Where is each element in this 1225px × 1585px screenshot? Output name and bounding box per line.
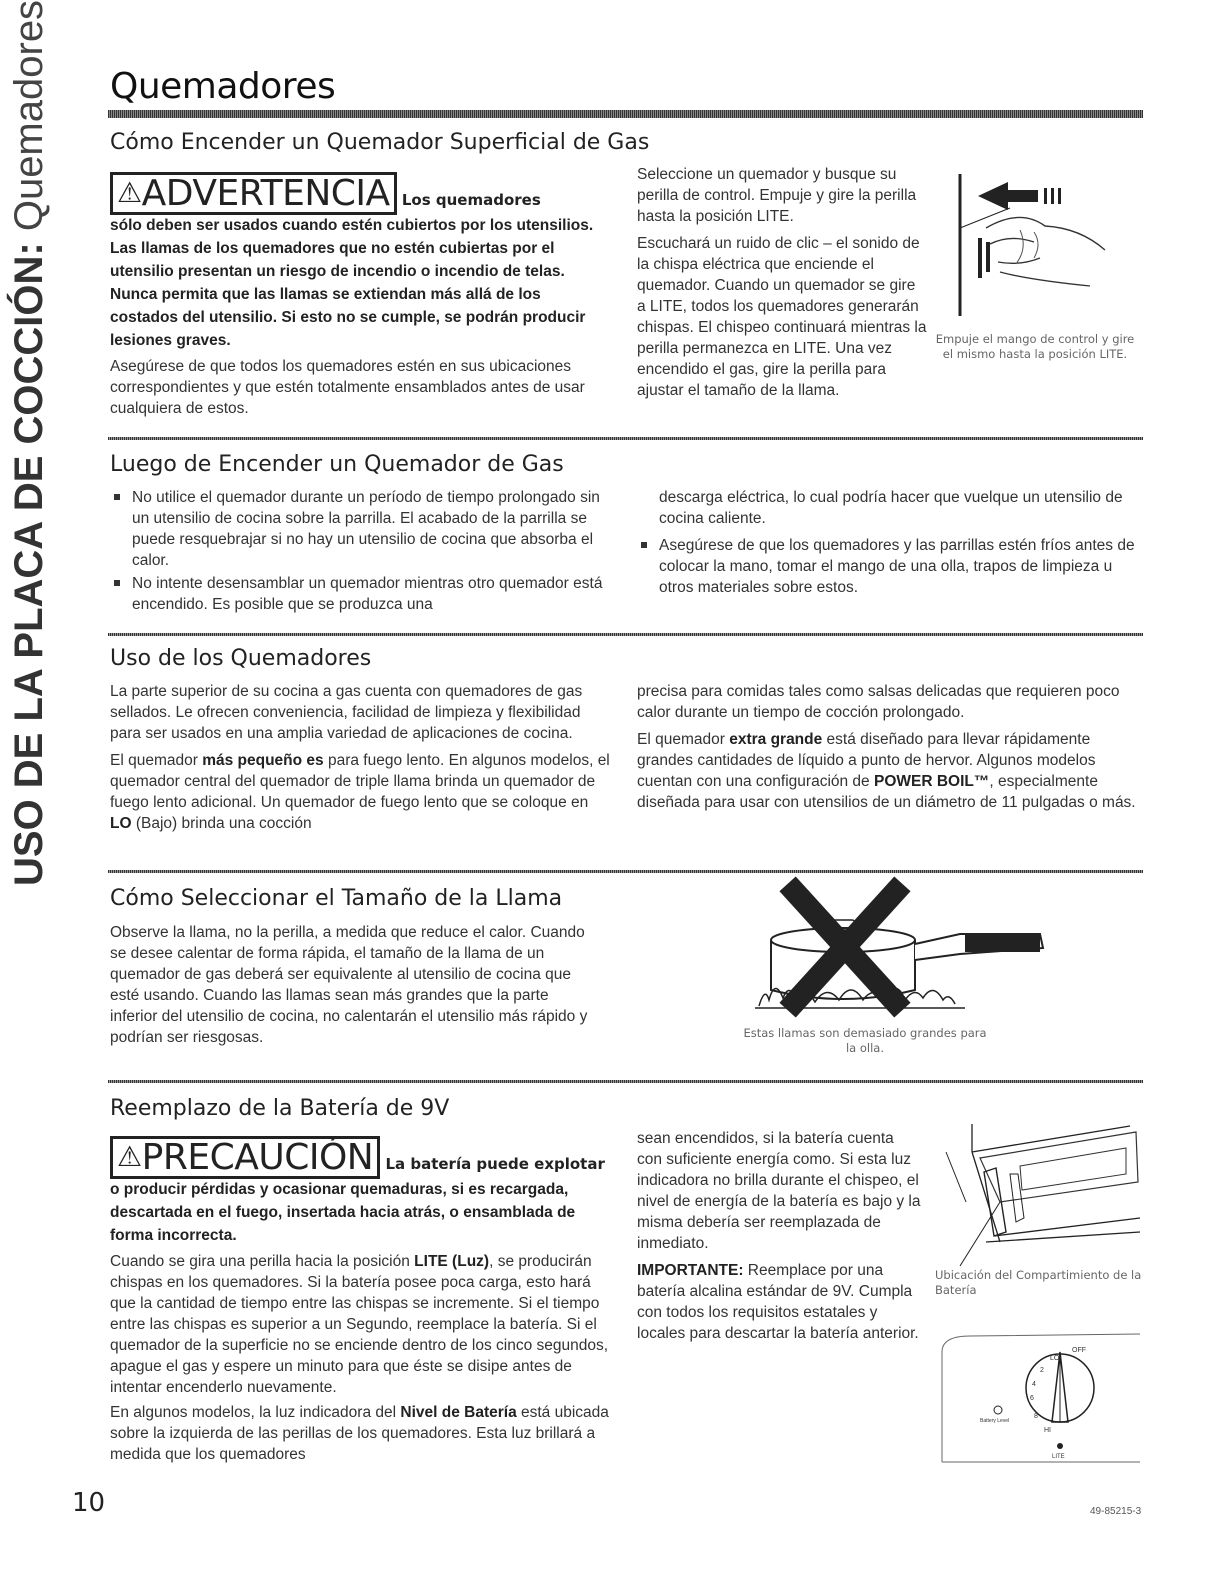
rule-4 xyxy=(108,870,1143,873)
knob-label-off: OFF xyxy=(1072,1347,1086,1354)
warning-icon: ⚠ xyxy=(117,176,142,209)
section-heading-tamano: Cómo Seleccionar el Tamaño de la Llama xyxy=(110,886,563,911)
luego-list-right xyxy=(637,487,1142,598)
rule-3 xyxy=(108,633,1143,636)
uso-left-column xyxy=(110,681,612,834)
caution-text: o producir pérdidas y ocasionar quemaduras, si es recargada, descartada en el fuego, insertada hacia atrás, o ensamblada de forma incorrecta. xyxy=(110,1181,576,1244)
push-knob-illustration xyxy=(950,168,1150,328)
side-label xyxy=(7,0,82,888)
title-rule xyxy=(108,110,1143,118)
uso-p4: El quemador extra grande está diseñado para llevar rápidamente grandes cantidades de líquido a punto de hervor. Algunos modelos cuentan con una configuración de POWER BOIL™, especialmente diseñada para usar con utensilios de un diámetro de 11 pulgadas o más. xyxy=(637,731,1136,811)
warning-tail: Los quemadores xyxy=(396,191,541,209)
knob-label-battery: Battery Level xyxy=(980,1418,1010,1424)
battery-p2: En algunos modelos, la luz indicadora del Nivel de Batería está ubicada sobre la izquierda de las perillas de los quemadores. Esta luz brillará a medida que los quemadores xyxy=(110,1404,609,1463)
caution-label xyxy=(110,1136,380,1179)
warning-icon: ⚠ xyxy=(117,1140,142,1173)
knob-label-lo: LO xyxy=(1050,1355,1060,1362)
caution-tail: La batería puede explotar xyxy=(380,1155,605,1173)
section-heading-bateria: Reemplazo de la Batería de 9V xyxy=(110,1096,450,1121)
side-label-light: Quemadores xyxy=(7,0,51,243)
knob-label-hi: HI xyxy=(1044,1427,1051,1434)
knob-label-2: 2 xyxy=(1040,1367,1044,1374)
uso-p3: precisa para comidas tales como salsas delicadas que requieren poco calor durante un tiempo de cocción prolongado. xyxy=(637,683,1120,721)
knob-label-8: 8 xyxy=(1034,1413,1038,1420)
warning-label xyxy=(110,172,397,215)
knob-label-6: 6 xyxy=(1030,1395,1034,1402)
lite-instructions-p2: Escuchará un ruido de clic – el sonido de la chispa eléctrica que enciende el quemador. Cuando un quemador se gire a LITE, todos los quemadores generarán chispas. El chispeo continuará mientras la perilla permanezca en LITE. Una vez encendido el gas, gire la perilla para ajustar el tamaño de la llama. xyxy=(637,235,927,399)
battery-compartment-illustration xyxy=(940,1122,1145,1268)
document-code: 49-85215-3 xyxy=(1090,1506,1142,1517)
rule-2 xyxy=(108,437,1143,440)
lite-instructions xyxy=(637,164,927,401)
uso-p1: La parte superior de su cocina a gas cuenta con quemadores de gas sellados. Le ofrecen conveniencia, facilidad de limpieza y flexibilidad para ser usados en una amplia variedad de aplicaciones de cocina. xyxy=(110,683,583,742)
page-title: Quemadores xyxy=(110,66,336,107)
knob-label-lite: LITE xyxy=(1052,1454,1065,1460)
knob-illustration xyxy=(940,1332,1145,1464)
svg-text:USO DE LA PLACA DE COCCIÓN: Qu xyxy=(5,0,51,886)
push-knob-caption: Empuje el mango de control y gire el mismo hasta la posición LITE. xyxy=(935,332,1135,361)
assembly-note: Asegúrese de que todos los quemadores estén en sus ubicaciones correspondientes y que estén totalmente ensamblados antes de usar cualquiera de estos. xyxy=(110,358,585,417)
list-item: No utilice el quemador durante un período de tiempo prolongado sin un utensilio de cocina sobre la parrilla. El acabado de la parrilla se puede resquebrajar si no hay un utensilio de cocina que absorba el calor. xyxy=(110,487,612,571)
uso-right-column xyxy=(637,681,1142,813)
lite-instructions-p1: Seleccione un quemador y busque su perilla de control. Empuje y gire la perilla hasta la posición LITE. xyxy=(637,166,917,225)
side-label-bold: USO DE LA PLACA DE COCCIÓN: xyxy=(7,242,51,886)
battery-p1: Cuando se gira una perilla hacia la posición LITE (Luz), se producirán chispas en los quemadores. Si la batería posee poca carga, esto hará que la cantidad de tiempo entre las chispas se incremente. Si el tiempo entre las chispas es superior a un Segundo, reemplace la batería. Si el quemador de la superficie no se enciende dentro de los cinco segundos, apague el gas y espere un minuto para que éste se disipe antes de intentar encenderlo nuevamente. xyxy=(110,1253,609,1396)
warning-text: sólo deben ser usados cuando estén cubiertos por los utensilios. Las llamas de los quemadores que no estén cubiertas por el utensilio presentan un riesgo de incendio o incendio de telas. Nunca permita que las llamas se extiendan más allá de los costados del utensilio. Si esto no se cumple, se podrán producir lesiones graves. xyxy=(110,217,594,349)
side-label-svg xyxy=(7,0,82,888)
battery-mid-p2: IMPORTANTE: Reemplace por una batería alcalina estándar de 9V. Cumpla con todos los requisitos estatales y locales para descartar la batería anterior. xyxy=(637,1262,919,1342)
warning-block xyxy=(110,172,610,419)
list-item: Asegúrese de que los quemadores y las parrillas estén fríos antes de colocar la mano, tomar el mango de una olla, trapos de limpieza u otros materiales sobre estos. xyxy=(637,535,1142,598)
battery-compartment-caption: Ubicación del Compartimiento de la Batería xyxy=(935,1268,1142,1297)
pot-flames-caption: Estas llamas son demasiado grandes para la olla. xyxy=(743,1026,987,1055)
section-heading-luego: Luego de Encender un Quemador de Gas xyxy=(110,452,564,477)
rule-5 xyxy=(108,1080,1143,1083)
caution-word: PRECAUCIÓN xyxy=(141,1137,374,1178)
caution-block xyxy=(110,1136,615,1465)
uso-p2: El quemador más pequeño es para fuego lento. En algunos modelos, el quemador central del quemador de triple llama brinda un quemador de fuego lento adicional. Un quemador de fuego lento que se coloque en LO (Bajo) brinda una cocción xyxy=(110,752,610,832)
pot-flames-illustration xyxy=(755,882,1055,1022)
flame-size-text: Observe la llama, no la perilla, a medida que reduce el calor. Cuando se desee calentar de forma rápida, el tamaño de la llama de un quemador de gas deberá ser equivalente al utensilio de cocina que esté usando. Cuando las llamas sean más grandes que la parte inferior del utensilio de cocina, no calentarán el utensilio más rápido y podrían ser riesgosas. xyxy=(110,924,588,1046)
page-number: 10 xyxy=(72,1488,106,1518)
battery-mid-p1: sean encendidos, si la batería cuenta con suficiente energía como. Si esta luz indicadora no brilla durante el chispeo, el nivel de energía de la batería es bajo y la misma debería ser reemplazada de inmediato. xyxy=(637,1130,921,1252)
section-heading-encender: Cómo Encender un Quemador Superficial de Gas xyxy=(110,130,650,155)
list-item-continued: descarga eléctrica, lo cual podría hacer que vuelque un utensilio de cocina caliente. xyxy=(659,489,1123,527)
knob-label-4: 4 xyxy=(1032,1381,1036,1388)
section-heading-uso: Uso de los Quemadores xyxy=(110,646,372,671)
battery-middle-column xyxy=(637,1128,922,1344)
warning-word: ADVERTENCIA xyxy=(141,173,390,214)
luego-list-left xyxy=(110,487,612,615)
list-item: No intente desensamblar un quemador mientras otro quemador está encendido. Es posible que se produzca una xyxy=(110,573,612,615)
